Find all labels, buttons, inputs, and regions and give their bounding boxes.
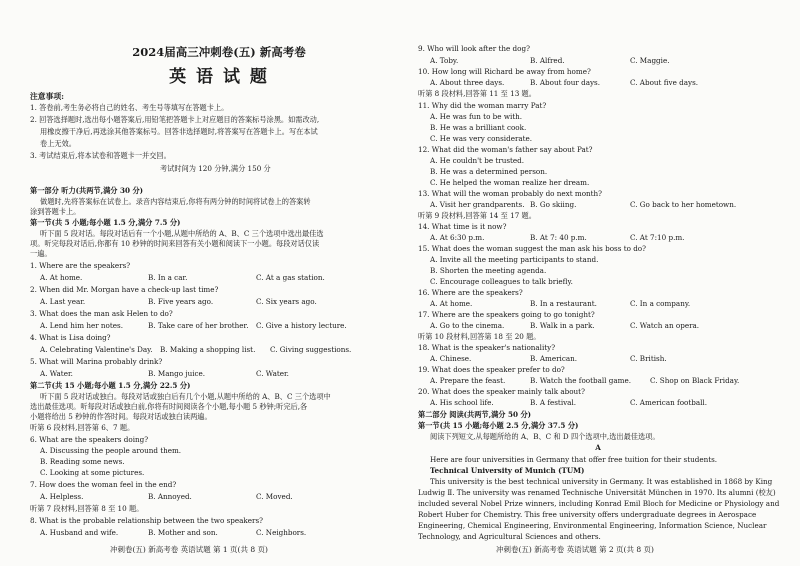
- part1-sec2-intro: 小题将给出 5 秒钟的作答时间。每段对话或独白读两遍。: [30, 412, 212, 421]
- q18-option-a: A. Chinese.: [430, 354, 472, 363]
- passage-line: This university is the best technical university in Germany. It was established in 1868 by King: [430, 477, 773, 486]
- q4-option-a: A. Celebrating Valentine's Day.: [40, 345, 153, 354]
- q10-option-b: B. About four days.: [530, 78, 601, 87]
- q11-option-c: C. He was very considerate.: [430, 134, 533, 143]
- part1-sec1-heading: 第一节(共 5 小题;每小题 1.5 分,满分 7.5 分): [30, 218, 181, 227]
- question-3: 3. What does the man ask Helen to do?: [30, 309, 173, 318]
- question-9: 9. Who will look after the dog?: [418, 44, 530, 53]
- material-10: 听第 10 段材料,回答第 18 至 20 题。: [418, 332, 541, 341]
- note-line: 3. 考试结束后,将本试卷和答题卡一并交回。: [30, 151, 171, 160]
- material-6: 听第 6 段材料,回答第 6、7 题。: [30, 423, 135, 432]
- q10-option-c: C. About five days.: [630, 78, 699, 87]
- q3-option-a: A. Lend him her notes.: [40, 321, 124, 330]
- question-20: 20. What does the speaker mainly talk about?: [418, 387, 585, 396]
- note-line: 1. 答卷前,考生务必将自己的姓名、考生号等填写在答题卡上。: [30, 103, 229, 112]
- q9-option-b: B. Alfred.: [530, 56, 565, 65]
- q19-option-b: B. Watch the football game.: [530, 376, 631, 385]
- q9-option-a: A. Toby.: [430, 56, 459, 65]
- q8-option-b: B. Mother and son.: [148, 528, 218, 537]
- q2-option-a: A. Last year.: [40, 297, 86, 306]
- q7-option-c: C. Moved.: [256, 492, 293, 501]
- q16-option-a: A. At home.: [430, 299, 473, 308]
- exam-time: 考试时间为 120 分钟,满分 150 分: [160, 164, 271, 173]
- q6-option-b: B. Reading some news.: [40, 457, 125, 466]
- q3-option-b: B. Take care of her brother.: [148, 321, 249, 330]
- q11-option-b: B. He was a brilliant cook.: [430, 123, 527, 132]
- q17-option-c: C. Watch an opera.: [630, 321, 700, 330]
- q11-option-a: A. He was fun to be with.: [430, 112, 523, 121]
- q3-option-c: C. Give a history lecture.: [256, 321, 347, 330]
- q6-option-a: A. Discussing the people around them.: [40, 446, 182, 455]
- exam-subtitle: 英 语 试 题: [169, 67, 269, 87]
- q17-option-a: A. Go to the cinema.: [430, 321, 505, 330]
- q12-option-b: B. He was a determined person.: [430, 167, 548, 176]
- part1-sec1-intro: 一遍。: [30, 249, 52, 258]
- q20-option-a: A. His school life.: [430, 398, 494, 407]
- question-6: 6. What are the speakers doing?: [30, 435, 149, 444]
- part1-sec1-intro: 听下面 5 段对话。每段对话后有一个小题,从题中所给的 A、B、C 三个选项中选出最佳选: [40, 229, 324, 238]
- q7-option-a: A. Helpless.: [40, 492, 84, 501]
- note-line: 2. 回答选择题时,选出每小题答案后,用铅笔把答题卡上对应题目的答案标号涂黑。如需改动,: [30, 115, 320, 124]
- exam-title: 2024届高三冲刺卷(五) 新高考卷: [132, 45, 306, 59]
- q16-option-b: B. In a restaurant.: [530, 299, 597, 308]
- q9-option-c: C. Maggie.: [630, 56, 670, 65]
- footer-page-2: 冲刺卷(五) 新高考卷 英语试题 第 2 页(共 8 页): [496, 545, 654, 554]
- question-14: 14. What time is it now?: [418, 222, 507, 231]
- question-5: 5. What will Marina probably drink?: [30, 357, 163, 366]
- passage-line: Robert Huber for Chemistry. This free university offers undergraduate degrees in Aerospace: [418, 510, 757, 519]
- question-12: 12. What did the woman's father say about Pat?: [418, 145, 593, 154]
- passage-line: included several Nobel Prize winners, including Konrad Emil Bloch for Medicine or Physiology and: [418, 499, 780, 508]
- question-15: 15. What does the woman suggest the man ask his boss to do?: [418, 244, 646, 253]
- question-17: 17. Where are the speakers going to go tonight?: [418, 310, 595, 319]
- q18-option-c: C. British.: [630, 354, 667, 363]
- q15-option-a: A. Invite all the meeting participants to stand.: [430, 255, 599, 264]
- q2-option-c: C. Six years ago.: [256, 297, 317, 306]
- question-10: 10. How long will Richard be away from home?: [418, 67, 591, 76]
- q19-option-a: A. Prepare the feast.: [430, 376, 506, 385]
- q1-option-b: B. In a car.: [148, 273, 188, 282]
- question-4: 4. What is Lisa doing?: [30, 333, 111, 342]
- q4-option-c: C. Giving suggestions.: [270, 345, 352, 354]
- material-7: 听第 7 段材料,回答第 8 至 10 题。: [30, 504, 144, 513]
- passage-line: Ludwig Ⅱ. The university was renamed Technische Universität München in 1970. Its alumni (校友): [418, 488, 776, 497]
- q7-option-b: B. Annoyed.: [148, 492, 192, 501]
- q12-option-a: A. He couldn't be trusted.: [430, 156, 525, 165]
- footer-page-1: 冲刺卷(五) 新高考卷 英语试题 第 1 页(共 8 页): [110, 545, 268, 554]
- q15-option-c: C. Encourage colleagues to talk briefly.: [430, 277, 573, 286]
- q17-option-b: B. Walk in a park.: [530, 321, 595, 330]
- q12-option-c: C. He helped the woman realize her dream.: [430, 178, 590, 187]
- q5-option-c: C. Water.: [256, 369, 289, 378]
- note-line: 卷上无效。: [40, 139, 76, 148]
- notes-heading: 注意事项:: [30, 92, 65, 101]
- q20-option-b: B. A festival.: [530, 398, 577, 407]
- part2-heading: 第二部分 阅读(共两节,满分 50 分): [418, 410, 532, 419]
- q8-option-c: C. Neighbors.: [256, 528, 307, 537]
- q18-option-b: B. American.: [530, 354, 578, 363]
- question-11: 11. Why did the woman marry Pat?: [418, 101, 547, 110]
- q4-option-b: B. Making a shopping list.: [160, 345, 256, 354]
- q2-option-b: B. Five years ago.: [148, 297, 214, 306]
- part1-sec1-intro: 项。听完每段对话后,你都有 10 秒钟的时间来回答有关小题和阅读下一小题。每段对话仅读: [30, 239, 320, 248]
- q14-option-c: C. At 7:10 p.m.: [630, 233, 685, 242]
- question-19: 19. What does the speaker prefer to do?: [418, 365, 565, 374]
- passage-line: Engineering, Chemical Engineering, Environmental Engineering, Information Science, Nuclear: [418, 521, 767, 530]
- q14-option-a: A. At 6:30 p.m.: [430, 233, 485, 242]
- part1-sec2-intro: 选出最佳选项。听每段对话或独白前,你将有时间阅读各个小题,每小题 5 秒钟;听完后,各: [30, 402, 308, 411]
- q16-option-c: C. In a company.: [630, 299, 691, 308]
- question-1: 1. Where are the speakers?: [30, 261, 131, 270]
- q5-option-a: A. Water.: [40, 369, 73, 378]
- q1-option-c: C. At a gas station.: [256, 273, 325, 282]
- question-16: 16. Where are the speakers?: [418, 288, 523, 297]
- passage-line: Technology, and Agricultural Sciences and others.: [418, 532, 601, 541]
- material-8: 听第 8 段材料,回答第 11 至 13 题。: [418, 89, 536, 98]
- q8-option-a: A. Husband and wife.: [40, 528, 119, 537]
- note-line: 用橡皮擦干净后,再选涂其他答案标号。回答非选择题时,将答案写在答题卡上。写在本试: [40, 127, 318, 136]
- material-9: 听第 9 段材料,回答第 14 至 17 题。: [418, 211, 536, 220]
- part1-sec2-heading: 第二节(共 15 小题;每小题 1.5 分,满分 22.5 分): [30, 381, 191, 390]
- q19-option-c: C. Shop on Black Friday.: [650, 376, 740, 385]
- part1-intro: 涂到答题卡上。: [30, 207, 81, 216]
- q15-option-b: B. Shorten the meeting agenda.: [430, 266, 547, 275]
- part1-sec2-intro: 听下面 5 段对话或独白。每段对话或独白后有几个小题,从题中所给的 A、B、C 三个选项中: [40, 392, 331, 401]
- question-18: 18. What is the speaker's nationality?: [418, 343, 556, 352]
- question-2: 2. When did Mr. Morgan have a check-up last time?: [30, 285, 219, 294]
- q6-option-c: C. Looking at some pictures.: [40, 468, 145, 477]
- part2-sec1-intro: 阅读下列短文,从每题所给的 A、B、C 和 D 四个选项中,选出最佳选项。: [430, 432, 660, 441]
- q5-option-b: B. Mango juice.: [148, 369, 206, 378]
- question-8: 8. What is the probable relationship between the two speakers?: [30, 516, 263, 525]
- q13-option-c: C. Go back to her hometown.: [630, 200, 737, 209]
- passage-intro: Here are four universities in Germany that offer free tuition for their students.: [430, 455, 718, 464]
- question-7: 7. How does the woman feel in the end?: [30, 480, 177, 489]
- passage-label: A: [595, 443, 601, 452]
- q13-option-b: B. Go skiing.: [530, 200, 577, 209]
- part1-heading: 第一部分 听力(共两节,满分 30 分): [30, 186, 144, 195]
- q10-option-a: A. About three days.: [430, 78, 505, 87]
- q20-option-c: C. American football.: [630, 398, 708, 407]
- part2-sec1-heading: 第一节(共 15 小题;每小题 2.5 分,满分 37.5 分): [418, 421, 579, 430]
- university-title: Technical University of Munich (TUM): [430, 466, 585, 475]
- q1-option-a: A. At home.: [40, 273, 83, 282]
- q14-option-b: B. At 7: 40 p.m.: [530, 233, 587, 242]
- question-13: 13. What will the woman probably do next month?: [418, 189, 603, 198]
- part1-intro: 做题时,先将答案标在试卷上。录音内容结束后,你将有两分钟的时间将试卷上的答案转: [40, 197, 311, 206]
- q13-option-a: A. Visit her grandparents.: [430, 200, 525, 209]
